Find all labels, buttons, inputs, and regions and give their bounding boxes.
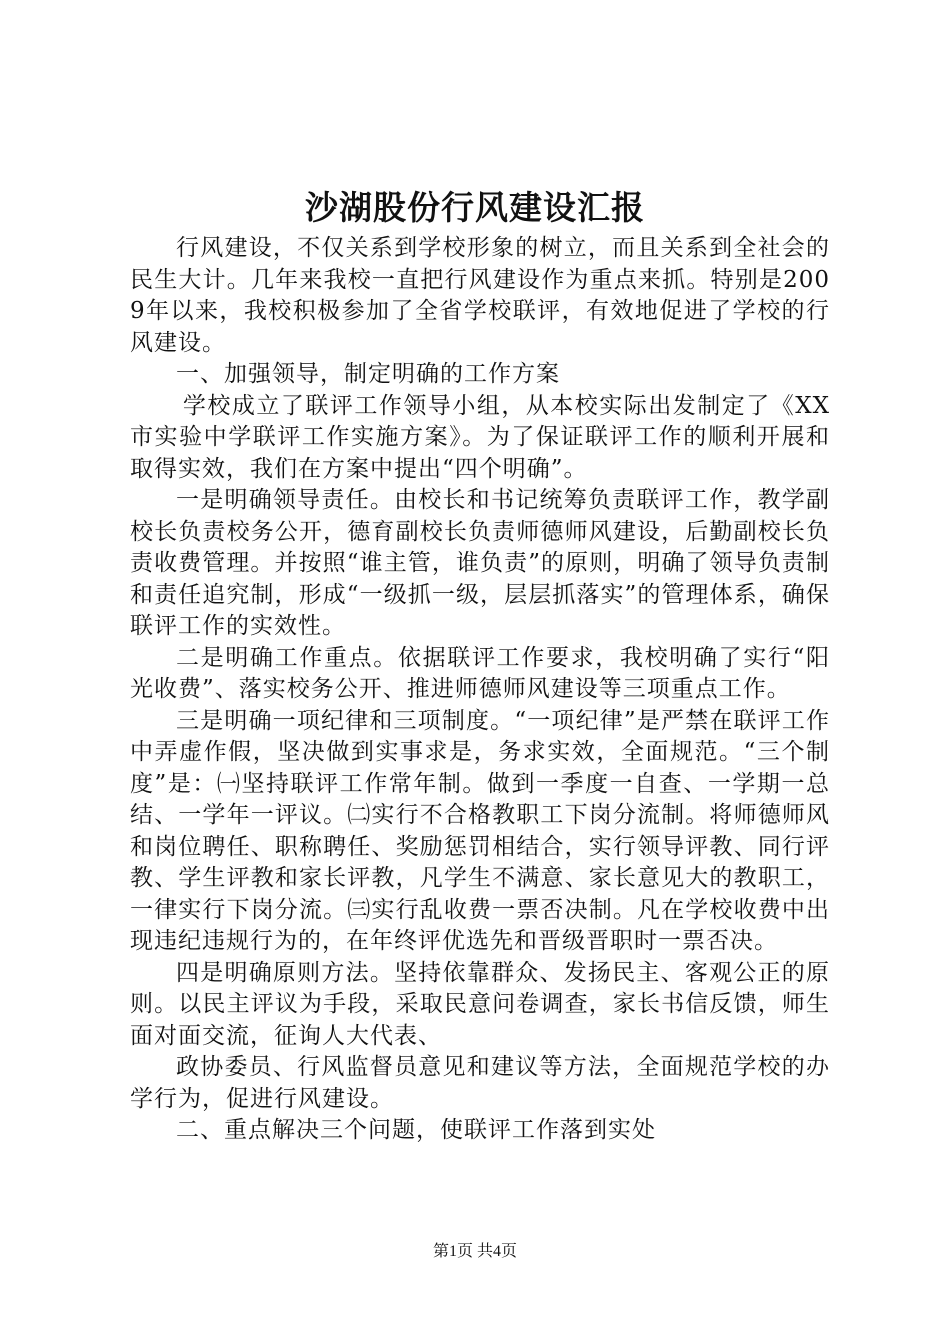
paragraph-point-4: 四是明确原则方法。坚持依靠群众、发扬民主、客观公正的原则。以民主评议为手段，采取民意问卷调查，家长书信反馈，师生面对面交流，征询人大代表、 [130, 959, 830, 1049]
document-body [130, 233, 830, 1147]
section-heading-1: 一、加强领导，制定明确的工作方案 [176, 361, 560, 387]
paragraph-point-3: 三是明确一项纪律和三项制度。“一项纪律”是严禁在联评工作中弄虚作假，坚决做到实事求是，务求实效，全面规范。“三个制度”是：㈠坚持联评工作常年制。做到一季度一自查、一学期一总结、一学年一评议。㈡实行不合格教职工下岗分流制。将师德师风和岗位聘任、职称聘任、奖励惩罚相结合，实行领导评教、同行评教、学生评教和家长评教，凡学生不满意、家长意见大的教职工，一律实行下岗分流。㈢实行乱收费一票否决制。凡在学校收费中出现违纪违规行为的，在年终评优选先和晋级晋职时一票否决。 [130, 707, 830, 954]
page-number-label: 第1页 共4页 [432, 1243, 517, 1260]
page-footer [0, 1240, 950, 1264]
document-title: 沙湖股份行风建设汇报 [305, 188, 645, 227]
section-heading-2: 二、重点解决三个问题，使联评工作落到实处 [176, 1117, 656, 1143]
paragraph-point-1: 一是明确领导责任。由校长和书记统筹负责联评工作，教学副校长负责校务公开，德育副校长负责师德师风建设，后勤副校长负责收费管理。并按照“谁主管，谁负责”的原则，明确了领导负责制和责任追究制，形成“一级抓一级，层层抓落实”的管理体系，确保联评工作的实效性。 [130, 487, 830, 639]
paragraph-intro: 行风建设，不仅关系到学校形象的树立，而且关系到全社会的民生大计。几年来我校一直把行风建设作为重点来抓。特别是2009年以来，我校积极参加了全省学校联评，有效地促进了学校的行风建设。 [130, 235, 830, 356]
paragraph-plan: 学校成立了联评工作领导小组，从本校实际出发制定了《XX市实验中学联评工作实施方案》。为了保证联评工作的顺利开展和取得实效，我们在方案中提出“四个明确”。 [130, 392, 830, 482]
paragraph-point-4-continued: 政协委员、行风监督员意见和建议等方法，全面规范学校的办学行为，促进行风建设。 [130, 1054, 830, 1112]
paragraph-point-2: 二是明确工作重点。依据联评工作要求，我校明确了实行“阳光收费”、落实校务公开、推进师德师风建设等三项重点工作。 [130, 644, 830, 702]
